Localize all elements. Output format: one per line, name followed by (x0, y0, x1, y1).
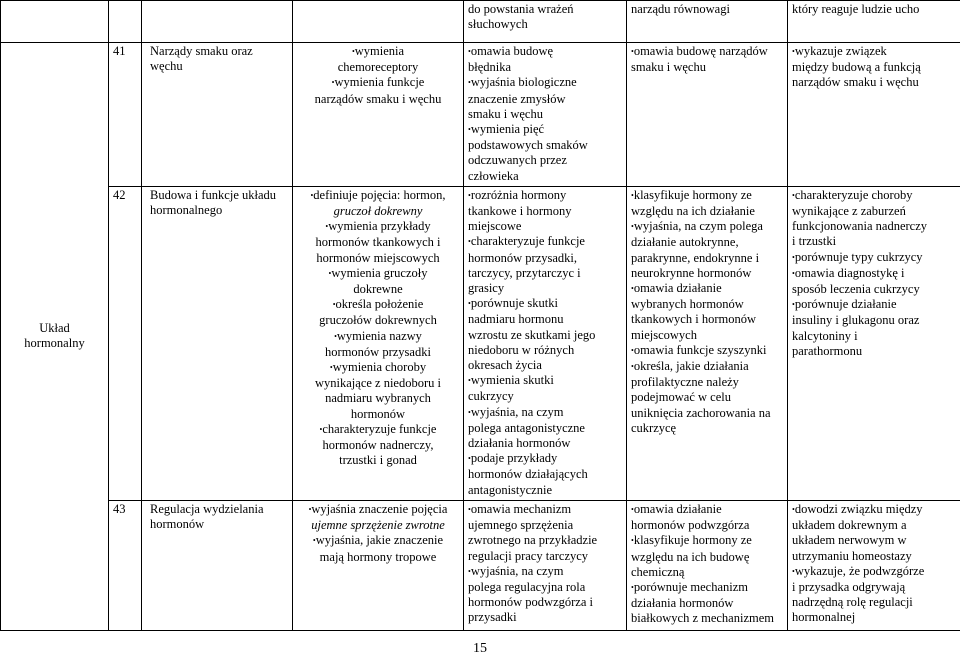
bullet-item: • wymienia funkcje (295, 75, 461, 91)
text-line: tkankowych i hormonów (631, 312, 756, 327)
text-line: wybranych hormonów (631, 297, 744, 312)
text-line: znaczenie zmysłów (468, 91, 566, 106)
bullet-item: • dowodzi związku między (792, 502, 956, 518)
text-line: hormonów podwzgórza i (468, 595, 593, 610)
bullet-item: • charakteryzuje funkcje (468, 234, 622, 250)
text-line: profilaktyczne należy (631, 375, 739, 390)
text-line: podstawowych smaków (468, 138, 588, 153)
text-line: gruczołów dokrewnych (319, 313, 437, 328)
text-line: hormonów przysadki, (468, 250, 578, 265)
bullet-item: • porównuje działanie (792, 297, 956, 313)
bullet-item: • omawia funkcje szyszynki (631, 343, 783, 359)
text-line: ujemnego sprzężenia (468, 518, 574, 533)
col-e (627, 500, 788, 630)
text-line: funkcjonowania nadnerczy (792, 219, 928, 234)
bullet-item: • wykazuje, że podwzgórze (792, 564, 956, 580)
col-f (788, 500, 960, 630)
text-line: do powstania wrażeń (468, 2, 574, 16)
text-line: regulacji pracy tarczycy (468, 548, 589, 563)
text-line: człowieka (468, 168, 519, 183)
col-d (464, 186, 627, 500)
bullet-item: • omawia diagnostykę i (792, 266, 956, 282)
col-d (464, 43, 627, 187)
lesson-title: Regulacja wydzielania hormonów (142, 500, 293, 630)
text-line: hormonów (350, 406, 406, 421)
text-line: parathormonu (792, 343, 863, 358)
bullet-item: • porównuje typy cukrzycy (792, 250, 956, 266)
text-line: wynikające z zaburzeń (792, 204, 906, 219)
bullet-item: • wymienia pięć (468, 122, 622, 138)
text-line: smaku i węchu (468, 106, 543, 121)
text-line: narządu równowagi (631, 2, 730, 16)
lesson-number: 41 (109, 43, 142, 187)
bullet-item: • wyjaśnia biologiczne (468, 75, 622, 91)
bullet-item: • wyjaśnia, na czym polega (631, 219, 783, 235)
col-d (464, 500, 627, 630)
text-line: błędnika (468, 60, 512, 75)
bullet-item: • omawia budowę narządów (631, 44, 783, 60)
text-line: okresach życia (468, 358, 542, 373)
text-line: hormonów miejscowych (316, 250, 440, 265)
text-line: hormonów nadnerczy, (322, 438, 434, 453)
col-c (293, 500, 464, 630)
bullet-item: • rozróżnia hormony (468, 188, 622, 204)
bullet-item: • porównuje mechanizm (631, 580, 783, 596)
requirements-f-top (788, 1, 960, 43)
bullet-item: • omawia działanie (631, 502, 783, 518)
text-line: cukrzycy (468, 389, 514, 404)
page-number: 15 (473, 641, 487, 656)
bullet-item: • wymienia gruczoły (295, 266, 461, 282)
text-line: między budową a funkcją (792, 60, 921, 75)
col-c (293, 43, 464, 187)
bullet-item: • omawia budowę (468, 44, 622, 60)
bullet-item: • wyjaśnia, jakie znaczenie (295, 533, 461, 549)
text-line: względu na ich działanie (631, 204, 755, 219)
text-line: hormonów tkankowych i (315, 235, 441, 250)
bullet-item: • definiuje pojęcia: hormon, (295, 188, 461, 204)
bullet-item: • wyjaśnia, na czym (468, 405, 622, 421)
text-line: tarczycy, przytarczyc i (468, 265, 581, 280)
bullet-item: • określa, jakie działania (631, 359, 783, 375)
text-line: cukrzycę (631, 420, 677, 435)
text-line: i przysadka odgrywają (792, 579, 906, 594)
bullet-item: • klasyfikuje hormony ze (631, 533, 783, 549)
text-line: działania hormonów (468, 436, 571, 451)
text-line: białkowych z mechanizmem (631, 611, 774, 626)
topic-row-42 (1, 186, 960, 500)
text-line: tkankowe i hormony (468, 204, 572, 219)
text-line: działania hormonów (631, 596, 734, 611)
text-line: kalcytoniny i (792, 328, 858, 343)
bullet-item: • omawia mechanizm (468, 502, 622, 518)
col-e (627, 43, 788, 187)
bullet-item: • wymienia (295, 44, 461, 60)
text-line: podejmować w celu (631, 390, 731, 405)
bullet-item: • klasyfikuje hormony ze (631, 188, 783, 204)
bullet-item: • charakteryzuje choroby (792, 188, 956, 204)
text-line: układem dokrewnym a (792, 518, 907, 533)
number-cell-top (109, 1, 142, 43)
text-line: miejscowe (468, 219, 522, 234)
label-cell-top (1, 1, 109, 43)
text-line: insuliny i glukagonu oraz (792, 313, 920, 328)
text-line: smaku i węchu (631, 60, 706, 75)
section-label-cell (1, 43, 109, 631)
text-line: chemoreceptory (337, 60, 419, 75)
bullet-item: • podaje przykłady (468, 451, 622, 467)
requirements-c-top (293, 1, 464, 43)
text-line: trzustki i gonad (339, 453, 417, 468)
text-line: hormonów działających (468, 467, 588, 482)
requirements-e-top (627, 1, 788, 43)
col-c (293, 186, 464, 500)
text-line: polega regulacyjna rola (468, 579, 586, 594)
bullet-item: • wyjaśnia, na czym (468, 564, 622, 580)
text-line: nadmiaru hormonu (468, 312, 564, 327)
bullet-item: • wyjaśnia znaczenie pojęcia (295, 502, 461, 518)
bullet-item: • porównuje skutki (468, 296, 622, 312)
text-line: nadmiaru wybranych (325, 391, 431, 406)
text-line: hormonów podwzgórza (631, 518, 750, 533)
bullet-item: • wykazuje związek (792, 44, 956, 60)
text-line: parakrynne, endokrynne i (631, 250, 760, 265)
bullet-item: • wymienia przykłady (295, 219, 461, 235)
bullet-item: • charakteryzuje funkcje (295, 422, 461, 438)
text-line: układem nerwowym w (792, 533, 907, 548)
text-line: niedoboru w różnych (468, 342, 575, 357)
text-line: nadrzędną rolę regulacji (792, 595, 913, 610)
bullet-item: • określa położenie (295, 297, 461, 313)
text-line: chemiczną (631, 564, 685, 579)
text-line: hormonalnej (792, 610, 856, 625)
text-line: względu na ich budowę (631, 549, 750, 564)
text-line: uniknięcia zachorowania na (631, 405, 771, 420)
text-line: polega antagonistyczne (468, 420, 585, 435)
bullet-item: • wymienia choroby (295, 360, 461, 376)
lesson-title: Budowa i funkcje układu hormonalnego (142, 186, 293, 500)
bullet-item: • wymienia skutki (468, 373, 622, 389)
text-line: narządów smaku i węchu (792, 75, 919, 90)
col-f (788, 43, 960, 187)
lesson-number: 43 (109, 500, 142, 630)
text-line: przysadki (468, 610, 517, 625)
text-line: gruczoł dokrewny (333, 204, 423, 219)
text-line: wynikające z niedoboru i (315, 376, 441, 391)
text-line: narządów smaku i węchu (314, 91, 442, 106)
text-line: utrzymaniu homeostazy (792, 548, 912, 563)
title-cell-top (142, 1, 293, 43)
text-line: słuchowych (468, 17, 528, 32)
text-line: wzrostu ze skutkami jego (468, 327, 596, 342)
text-line: sposób leczenia cukrzycy (792, 282, 920, 297)
lesson-number: 42 (109, 186, 142, 500)
text-line: i trzustki (792, 234, 837, 249)
text-line: który reaguje ludzie ucho (792, 2, 920, 16)
section-label: hormonalny (24, 336, 85, 351)
text-line: hormonów przysadki (325, 344, 431, 359)
section-label: Układ (39, 321, 70, 336)
col-e (627, 186, 788, 500)
continued-row (1, 1, 960, 43)
text-line: działanie autokrynne, (631, 235, 739, 250)
topic-row-43 (1, 500, 960, 630)
text-line: mają hormony tropowe (319, 549, 437, 564)
requirements-d-top (464, 1, 627, 43)
text-line: neurokrynne hormonów (631, 265, 752, 280)
text-line: miejscowych (631, 327, 697, 342)
bullet-item: • omawia działanie (631, 281, 783, 297)
text-line: antagonistycznie (468, 482, 552, 497)
text-line: grasicy (468, 281, 505, 296)
bullet-item: • wymienia nazwy (295, 329, 461, 345)
text-line: odczuwanych przez (468, 153, 567, 168)
topic-row-41 (1, 43, 960, 187)
text-line: ujemne sprzężenie zwrotne (311, 518, 445, 533)
text-line: dokrewne (353, 282, 403, 297)
text-line: zwrotnego na przykładzie (468, 533, 598, 548)
lesson-title: Narządy smaku oraz węchu (142, 43, 293, 187)
col-f (788, 186, 960, 500)
